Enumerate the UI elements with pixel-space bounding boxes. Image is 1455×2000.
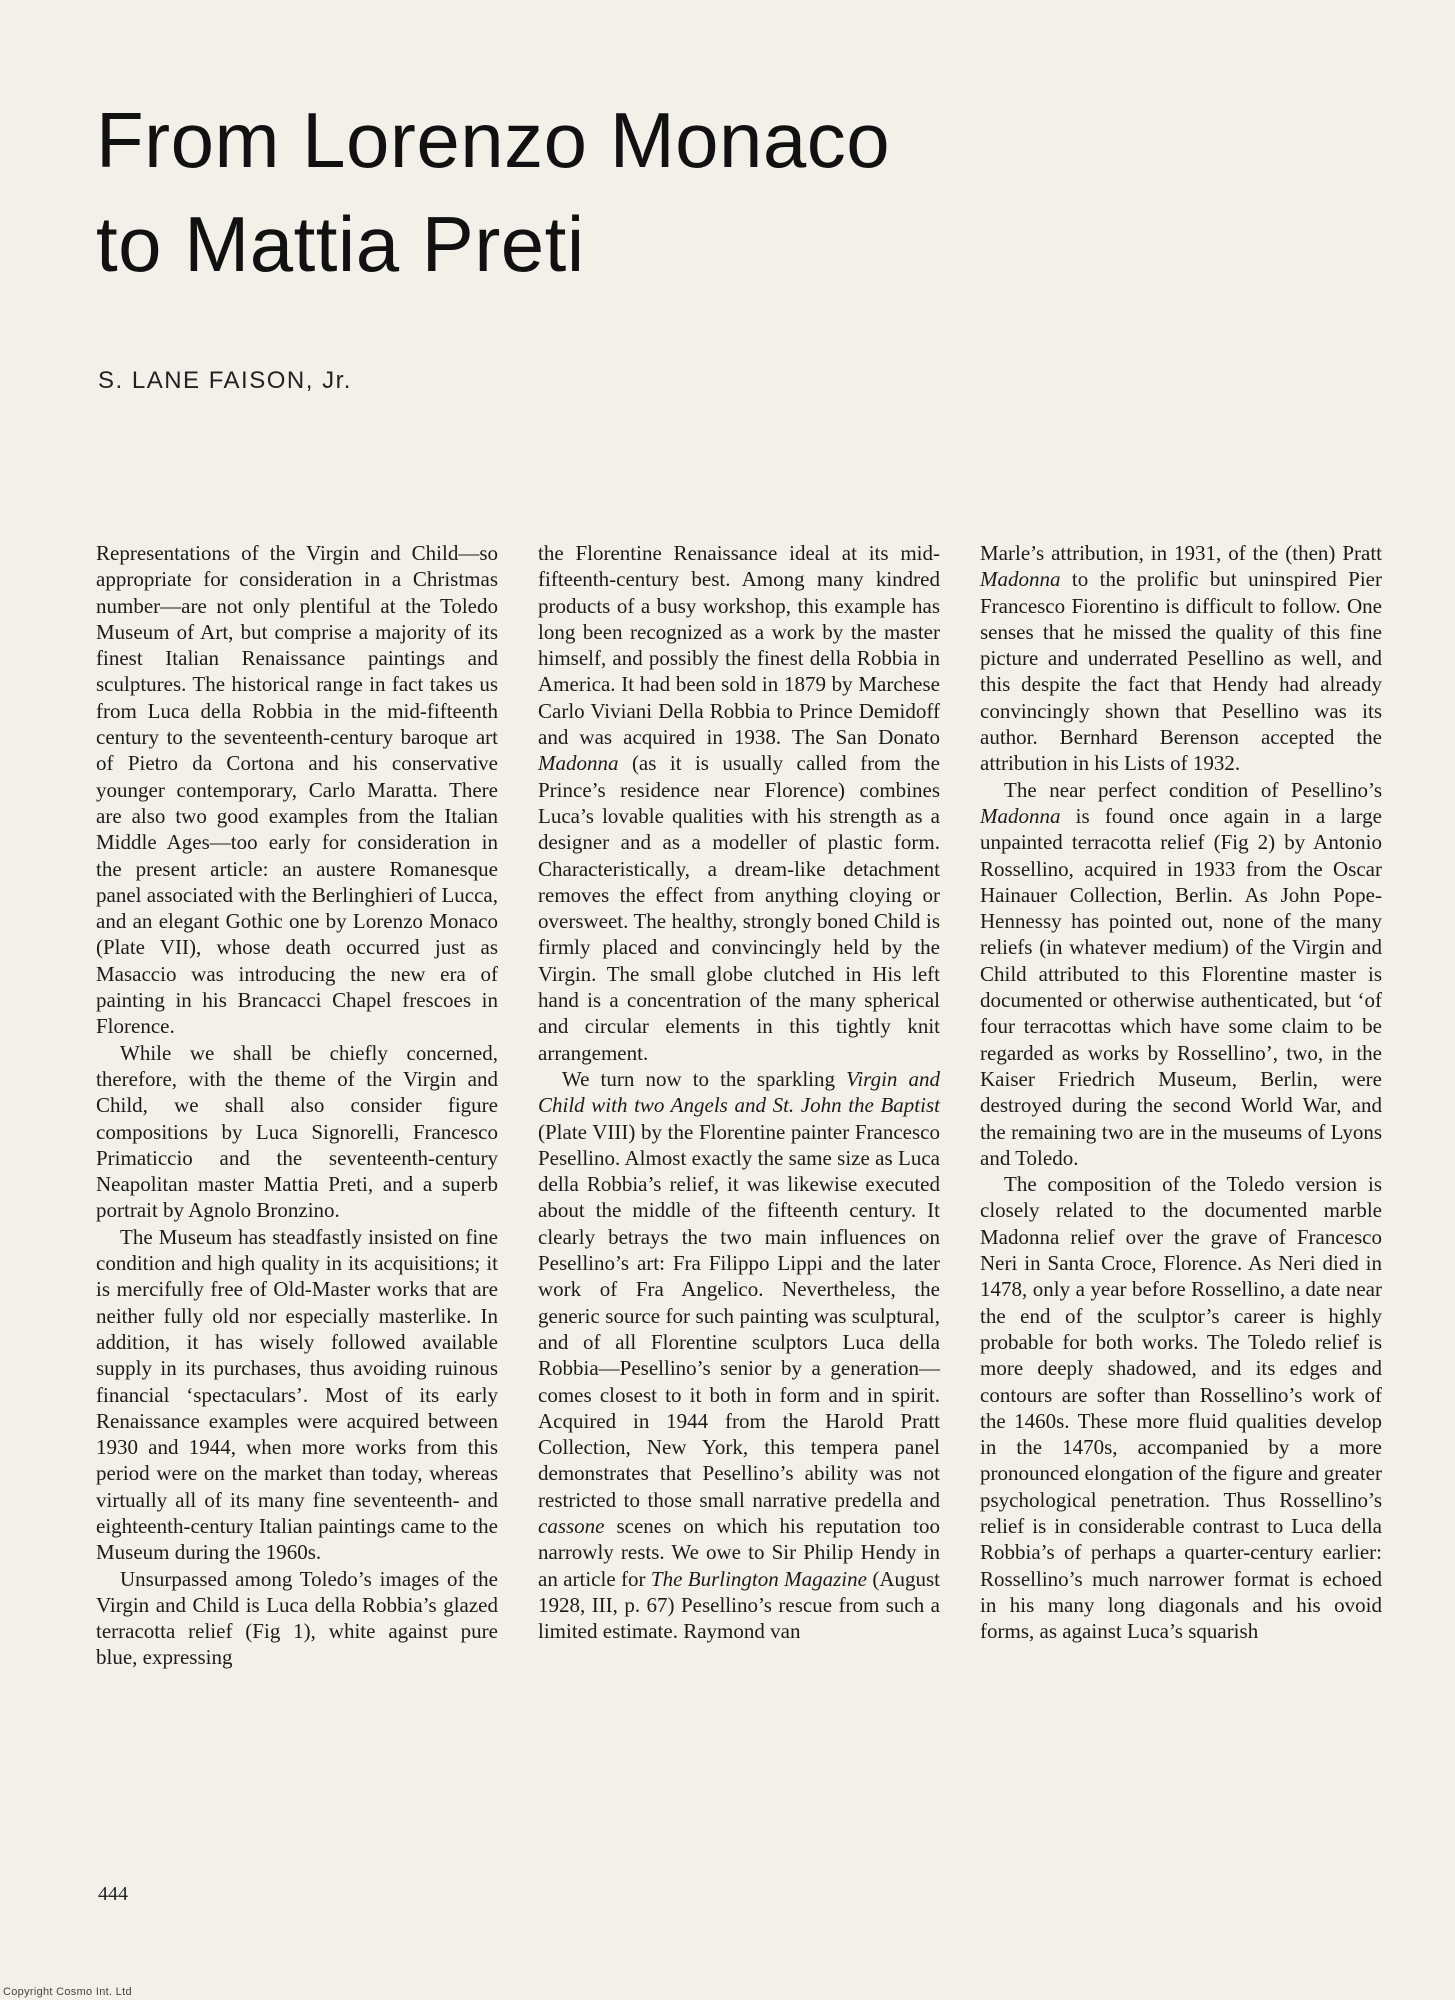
text-run: to the prolific but uninspired Pier Francesco Fiorentino is difficult to follow. One senses that he missed the quality of this fine picture and underrated Pesellino as well, and this despite the fact that Hendy had already convincingly shown that Pesellino was its author. Bernhard Berenson accepted the attribution in his Lists of 1932. [980, 567, 1382, 776]
text-run: scenes on which his reputation too narrowly rests. We owe to Sir Philip Hendy in an article for [538, 1513, 940, 1591]
article-title [96, 88, 1296, 296]
paragraph: The composition of the Toledo version is closely related to the documented marble Madonna relief over the grave of Francesco Neri in Santa Croce, Florence. As Neri died in 1478, only a year before Rossellino, a date near the end of the sculptor’s career is highly probable for both works. The Toledo relief is more deeply shadowed, and its edges and contours are softer than Rossellino’s work of the 1460s. These more fluid qualities develop in the 1470s, accompanied by a more pronounced elongation of the figure and greater psychological penetration. Thus Rossellino’s relief is in considerable contrast to Luca della Robbia’s of perhaps a quarter-century earlier: Rossellino’s much narrower format is echoed in his many long diagonals and his ovoid forms, as against Luca’s squarish [980, 1172, 1382, 1644]
text-run: is found once again in a large unpainted terracotta relief (Fig 2) by Antonio Rossellino, acquired in 1933 from the Oscar Hainauer Collection, Berlin. As John Pope-Hennessy has pointed out, none of the many reliefs (in whatever medium) of the Virgin and Child attributed to this Florentine master is documented or otherwise authenticated, but ‘of four terracottas which have some claim to be regarded as works by Rossellino’, two, in the Kaiser Friedrich Museum, Berlin, were destroyed during the second World War, and the remaining two are in the museums of Lyons and Toledo. [980, 803, 1382, 1170]
text-run: Marle’s attribution, in 1931, of the (then) Pratt [980, 541, 1382, 565]
text-run: We turn now to the sparkling [562, 1066, 847, 1091]
paragraph [980, 777, 1382, 1171]
text-run: The near perfect condition of Pesellino’s [1004, 777, 1382, 802]
paragraph: Representations of the Virgin and Child—so appropriate for consideration in a Christmas number—are not only plentiful at the Toledo Museum of Art, but comprise a majority of its finest Italian Renaissance paintings and sculptures. The historical range in fact takes us from Luca della Robbia in the mid-fifteenth century to the seventeenth-century baroque art of Pietro da Cortona and his conservative younger contemporary, Carlo Maratta. There are also two good examples from the Italian Middle Ages—too early for consideration in the present article: an austere Romanesque panel associated with the Berlinghieri of Lucca, and an elegant Gothic one by Lorenzo Monaco (Plate VII), whose death occurred just as Masaccio was introducing the new era of painting in his Brancacci Chapel frescoes in Florence. [96, 541, 498, 1039]
paragraph: Unsurpassed among Toledo’s images of the Virgin and Child is Luca della Robbia’s glazed terracotta relief (Fig 1), white against pure blue, expressing [96, 1566, 498, 1670]
italic-title: Madonna [980, 803, 1061, 828]
paragraph: While we shall be chiefly concerned, therefore, with the theme of the Virgin and Child, we shall also consider figure compositions by Luca Signorelli, Francesco Primaticcio and the seventeenth-century Neapolitan master Mattia Preti, and a superb portrait by Agnolo Bronzino. [96, 1040, 498, 1223]
article-title-line-1: From Lorenzo Monaco [96, 96, 891, 184]
paragraph [538, 540, 940, 1066]
text-run: (August 1928, III, p. 67) Pesellino’s rescue from such a limited estimate. Raymond van [538, 1566, 941, 1644]
text-run: (as it is usually called from the Prince’s residence near Florence) combines Luca’s lovable qualities with his strength as a designer and as a modeller of plastic form. Characteristically, a dream-like detachment removes the effect from anything cloying or oversweet. The healthy, strongly boned Child is firmly placed and convincingly held by the Virgin. The small globe clutched in His left hand is a concentration of the many spherical and circular elements in this tightly knit arrangement. [538, 751, 940, 1065]
text-column-3 [980, 540, 1382, 1870]
paragraph: The Museum has steadfastly insisted on fine condition and high quality in its acquisitions; it is mercifully free of Old-Master works that are neither fully old nor especially masterlike. In addition, it has wisely followed available supply in its purchases, thus avoiding ruinous financial ‘spectaculars’. Most of its early Renaissance examples were acquired between 1930 and 1944, when more works from this period were on the market than today, whereas virtually all of its many fine seventeenth- and eighteenth-century Italian paintings came to the Museum during the 1960s. [96, 1224, 498, 1565]
text-run: the Florentine Renaissance ideal at its mid-fifteenth-century best. Among many kindred products of a busy workshop, this example has long been recognized as a work by the master himself, and possibly the finest della Robbia in America. It had been sold in 1879 by Marchese Carlo Viviani Della Robbia to Prince Demidoff and was acquired in 1938. The San Donato [538, 541, 940, 750]
text-run: (Plate VIII) by the Florentine painter Francesco Pesellino. Almost exactly the same size as Luca della Robbia’s relief, it was likewise executed about the middle of the fifteenth century. It clearly betrays the two main influences on Pesellino’s art: Fra Filippo Lippi and the later work of Fra Angelico. Nevertheless, the generic source for such painting was sculptural, and of all Florentine sculptors Luca della Robbia—Pesellino’s senior by a generation—comes closest to it both in form and in spirit. Acquired in 1944 from the Harold Pratt Collection, New York, this tempera panel demonstrates that Pesellino’s ability was not restricted to those small narrative predella and [538, 1119, 940, 1512]
text-column-1 [96, 540, 498, 1870]
article-title-line-2: to Mattia Preti [96, 200, 585, 288]
page-number: 444 [98, 1883, 128, 1905]
italic-title: Virgin and Child with two Angels and St. John the Baptist [538, 1066, 940, 1118]
italic-title: The Burlington Magazine [650, 1566, 867, 1591]
author-byline: S. LANE FAISON, Jr. [98, 367, 352, 394]
paragraph [538, 1066, 940, 1645]
italic-title: Madonna [538, 751, 619, 776]
paragraph [980, 540, 1382, 777]
article-body [96, 540, 1382, 1870]
text-column-2 [538, 540, 940, 1870]
italic-term: cassone [538, 1513, 605, 1538]
italic-title: Madonna [980, 567, 1061, 592]
copyright-notice: Copyright Cosmo Int. Ltd [3, 1986, 132, 1998]
